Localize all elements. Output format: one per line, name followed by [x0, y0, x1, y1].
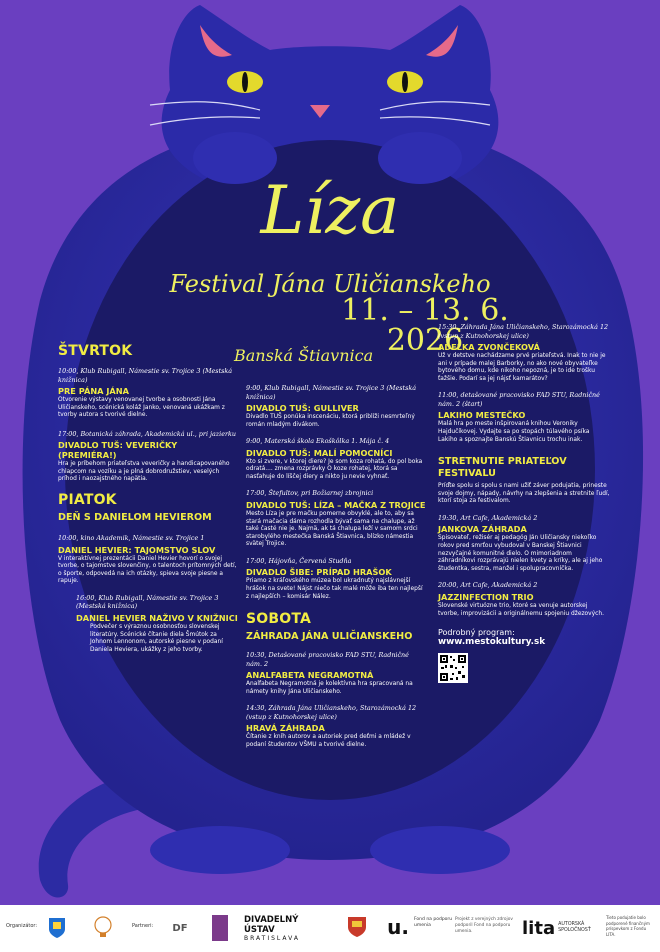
day-heading-saturday: SOBOTA: [246, 611, 312, 628]
event-desc: Otvorenie výstavy venovanej tvorbe a osobnosti Jána Uličianskeho, scénická koláž Janko, venovaná ukážkam z tvorby autora s tvorivé dielne.: [58, 397, 225, 419]
event-title: HRAVÁ ZÁHRADA: [246, 723, 325, 734]
event-title: DANIEL HEVIER: TAJOMSTVO SLOV: [58, 544, 216, 555]
day-heading-thursday: ŠTVRTOK: [58, 343, 133, 359]
event-item: [246, 557, 426, 601]
right-column: [438, 323, 610, 687]
event-item: [246, 651, 426, 696]
event-desc: Už v detstve nachádzame prvé priateľstvá. Inak to nie je ani v prípade malej Barborky, no ako nové obyvateľke bytového domu, kde nikoho nepozná, je to ide trošku ťažšie. Podarí sa jej nájsť kamarátov?: [438, 353, 606, 382]
event-desc: Spisovateľ, režisér aj pedagóg Ján Uličiansky niekoľko rokov pred smrťou vybudoval v Banskej Štiavnici nezvyčajné komunitné dielo. O mimoriadnom záhradníkovi rozprávajú nielen kvety a kríky, ale aj jeho študentka, sestra, manžel i spolupracovníčka.: [438, 535, 603, 572]
section-heading-hevier: DEŇ S DANIELOM HEVIEROM: [58, 512, 212, 524]
support-note-text: Tieto podujatie bolo podporené finančným príspevkom z Fondu LITA.: [606, 915, 650, 937]
event-time: 10:00, kino Akademik, Námestie sv. Trojice 1: [58, 534, 205, 543]
program-label: Podrobný program:: [438, 628, 515, 638]
festival-subtitle: Festival Jána Uličianskeho: [169, 270, 491, 298]
event-item: [58, 430, 238, 484]
u-mark-logo: [388, 913, 408, 941]
event-desc: Čítanie z kníh autorov a autoriek pred deťmi a mládež v podaní študentov VŠMU a tvorivé dielne.: [246, 734, 411, 748]
u-mark-text: u.: [387, 915, 409, 939]
event-title: DIVADLO ŠIBE: PRÍPAD HRAŠOK: [246, 567, 392, 578]
event-item: [438, 581, 610, 618]
event-desc: Mesto Líza je pre mačku pomerne obvyklé, ale to, aby sa stará mačacia dáma rozhodla bývať sama na chalupe, až také časté nie je. Najmä, ak tá chalupa leží v samom srdci starobylého mestečka Banská Štiavnica, blízko námestia svätej Trojice.: [246, 510, 418, 548]
event-item: [438, 514, 610, 573]
event-desc: Hra je príbehom priateľstva veveričky a handicapovaného chlapcom na vozíku a je plná dobrodružstiev, veselých príhod i naozajstného napätia.: [58, 461, 230, 483]
lita-logo: [522, 915, 600, 941]
lightbulb-logo-icon: [92, 915, 114, 939]
event-time: 20:00, Art Cafe, Akademická 2: [438, 581, 538, 590]
program-link[interactable]: www.mestokultury.sk: [438, 637, 546, 648]
divadelny-ustav-logo: [244, 914, 332, 942]
event-item: [58, 367, 238, 420]
right-foot: [370, 826, 510, 874]
event-time: 16:00, Klub Rubigall, Námestie sv. Trojice 3 (Mestská knižnica): [76, 593, 219, 611]
event-title: DIVADLO TUŠ: MALÍ POMOCNÍCI: [246, 447, 393, 458]
meeting-heading: STRETNUTIE PRIATEĽOV FESTIVALU: [438, 456, 567, 480]
event-desc: Analfabeta Negramotná je kolektívna hra spracovaná na námety knihy Jána Uličianskeho.: [246, 681, 413, 695]
projekt-note: [455, 917, 515, 939]
event-time: 10:30, Detašované pracovisko FAD STU, Radničné nám. 2: [246, 651, 409, 668]
lita-sub-text: AUTORSKÁ SPOLOČNOSŤ: [558, 922, 591, 933]
qr-code-icon[interactable]: [438, 653, 468, 683]
event-title: LAKIHO MESTEČKO: [438, 410, 526, 421]
event-title: ANALFABETA NEGRAMOTNÁ: [246, 670, 374, 681]
day-heading-friday: PIATOK: [58, 492, 117, 509]
df-logo: [168, 915, 192, 941]
support-note: [606, 915, 656, 943]
left-column: [58, 343, 238, 654]
event-time: 10:00, Klub Rubigall, Námestie sv. Trojice 3 (Mestská knižnica): [58, 367, 233, 384]
event-item: [58, 534, 238, 586]
event-desc: Divadlo TUŠ ponúka inscenáciu, ktorá priblíži nesmrteľný román mladým divákom.: [246, 414, 415, 428]
event-title: DIVADLO TUŠ: LÍZA – MAČKA Z TROJICE: [246, 499, 426, 510]
lita-text: lita: [522, 917, 556, 939]
organizer-label: Organizátor:: [6, 923, 38, 929]
event-item: [438, 391, 610, 444]
event-time: 15:30, Záhrada Jána Uličianskeho, Starozámocká 12 (vstup z Kutnohorskej ulice): [438, 323, 609, 340]
event-title: PRE PÁNA JÁNA: [58, 386, 129, 396]
event-item: [246, 704, 426, 749]
event-title: DIVADLO TUŠ: VEVERIČKY (PREMIÉRA!): [58, 440, 178, 461]
fond-logo-text: Fond na podporu umenia: [414, 917, 453, 928]
event-time: 14:30, Záhrada Jána Uličianskeho, Starozámocká 12 (vstup z Kutnohorskej ulice): [246, 704, 417, 721]
festival-dates: 11. – 13. 6. 2026: [341, 293, 509, 358]
event-title: DIVADLO TUŠ: GULLIVER: [246, 403, 359, 413]
event-time: 9:00, Materská škola Ekoškôlka 1. Mája č. 4: [246, 437, 390, 446]
fond-logo: [414, 917, 454, 939]
event-title: DANIEL HEVIER NAŽIVO V KNIŽNICI: [76, 612, 238, 623]
event-time: 11:00, detašované pracovisko FAD STU, Radničné nám. 2 (štart): [438, 391, 600, 408]
left-foot: [150, 826, 290, 874]
event-desc: Malá hra po meste inšpirovaná knihou Veroniky Hajdučíkovej. Vydajte sa po stopách túlavého psíka Lakiho a spoznajte Banskú Štiavnicu trochu inak.: [438, 421, 590, 443]
event-time: 17:00, Štefultov, pri Božiarnej zbrojnici: [246, 489, 374, 498]
event-item: [438, 323, 610, 383]
city-crest-icon: [48, 917, 66, 939]
partner-label: Partneri:: [132, 923, 154, 929]
section-heading-garden: ZÁHRADA JÁNA ULIČIANSKEHO: [246, 631, 413, 643]
meeting-desc: Príďte spolu si spolu s nami užiť záver podujatia, prineste svoje dojmy, nápady, návrhy na zlepšenia a stretnite ľudí, ktorí stoja za festivalom.: [438, 483, 610, 505]
event-item: [58, 594, 238, 654]
event-time: 17:00, Botanická záhrada, Akademická ul., pri jazierku: [58, 429, 237, 438]
event-title: JANKOVA ZÁHRADA: [438, 524, 527, 535]
footer-logos: [0, 905, 660, 952]
middle-column: [246, 384, 426, 750]
event-desc: Slovenské virtuózne trio, ktoré sa venuje autorskej tvorbe, improvizácii a originálnemu spojeniu džezových.: [438, 602, 604, 617]
ustav-line1: DIVADELNÝ ÚSTAV: [244, 914, 299, 935]
event-time: 9:00, Klub Rubigall, Námestie sv. Trojice 3 (Mestská knižnica): [246, 384, 417, 401]
purple-book-logo: [212, 915, 228, 941]
event-desc: V interaktívnej prezentácii Daniel Hevier hovorí o svojej tvorbe, o tajomstve slovenčiny, o talentoch prítomných detí, o športe, odpovedá na ich otázky, spieva svoje piesne a rapuje.: [58, 555, 237, 585]
event-title: JAZZINFECTION TRIO: [438, 591, 534, 602]
event-item: [246, 437, 426, 481]
event-time: 19:30, Art Cafe, Akademická 2: [438, 513, 538, 522]
event-item: [246, 489, 426, 548]
event-time: 17:00, Hájovňa, Červená Studňa: [246, 556, 352, 565]
ustav-line2: BRATISLAVA: [244, 934, 300, 942]
event-desc: Kto si zvere, v ktorej diere? Je som koza rohatá, do pol boka odratá.... zmena rozprávky O koze rohatej, ktorá sa nasťahuje do líščej diery a nikto ju nevie vyhnať.: [246, 458, 423, 480]
festival-title: Líza: [260, 172, 400, 249]
event-title: ADELKA ZVONČEKOVÁ: [438, 342, 540, 352]
event-item: [246, 384, 426, 429]
df-logo-text: DF: [172, 922, 188, 934]
festival-city: Banská Štiavnica: [234, 346, 374, 365]
projekt-note-text: Projekt z verejných zdrojov podporil Fond na podporu umenia.: [455, 917, 513, 934]
event-desc: Priamo z kráľovského múzea bol ukradnutý najslávnejší hrášok na svete! Nájst niečo tak malé môže iba ten najlepší z najlepších – komisár Nález.: [246, 578, 423, 600]
event-desc: Podvečer s výraznou osobnosťou slovenskej literatúry. Scénické čítanie diela Šmútok za Johnom Lennonom, autorské piesne v podaní Daniela Heviera, ukážky z jeho tvorby.: [90, 623, 223, 653]
coat-of-arms-icon: [346, 915, 368, 939]
